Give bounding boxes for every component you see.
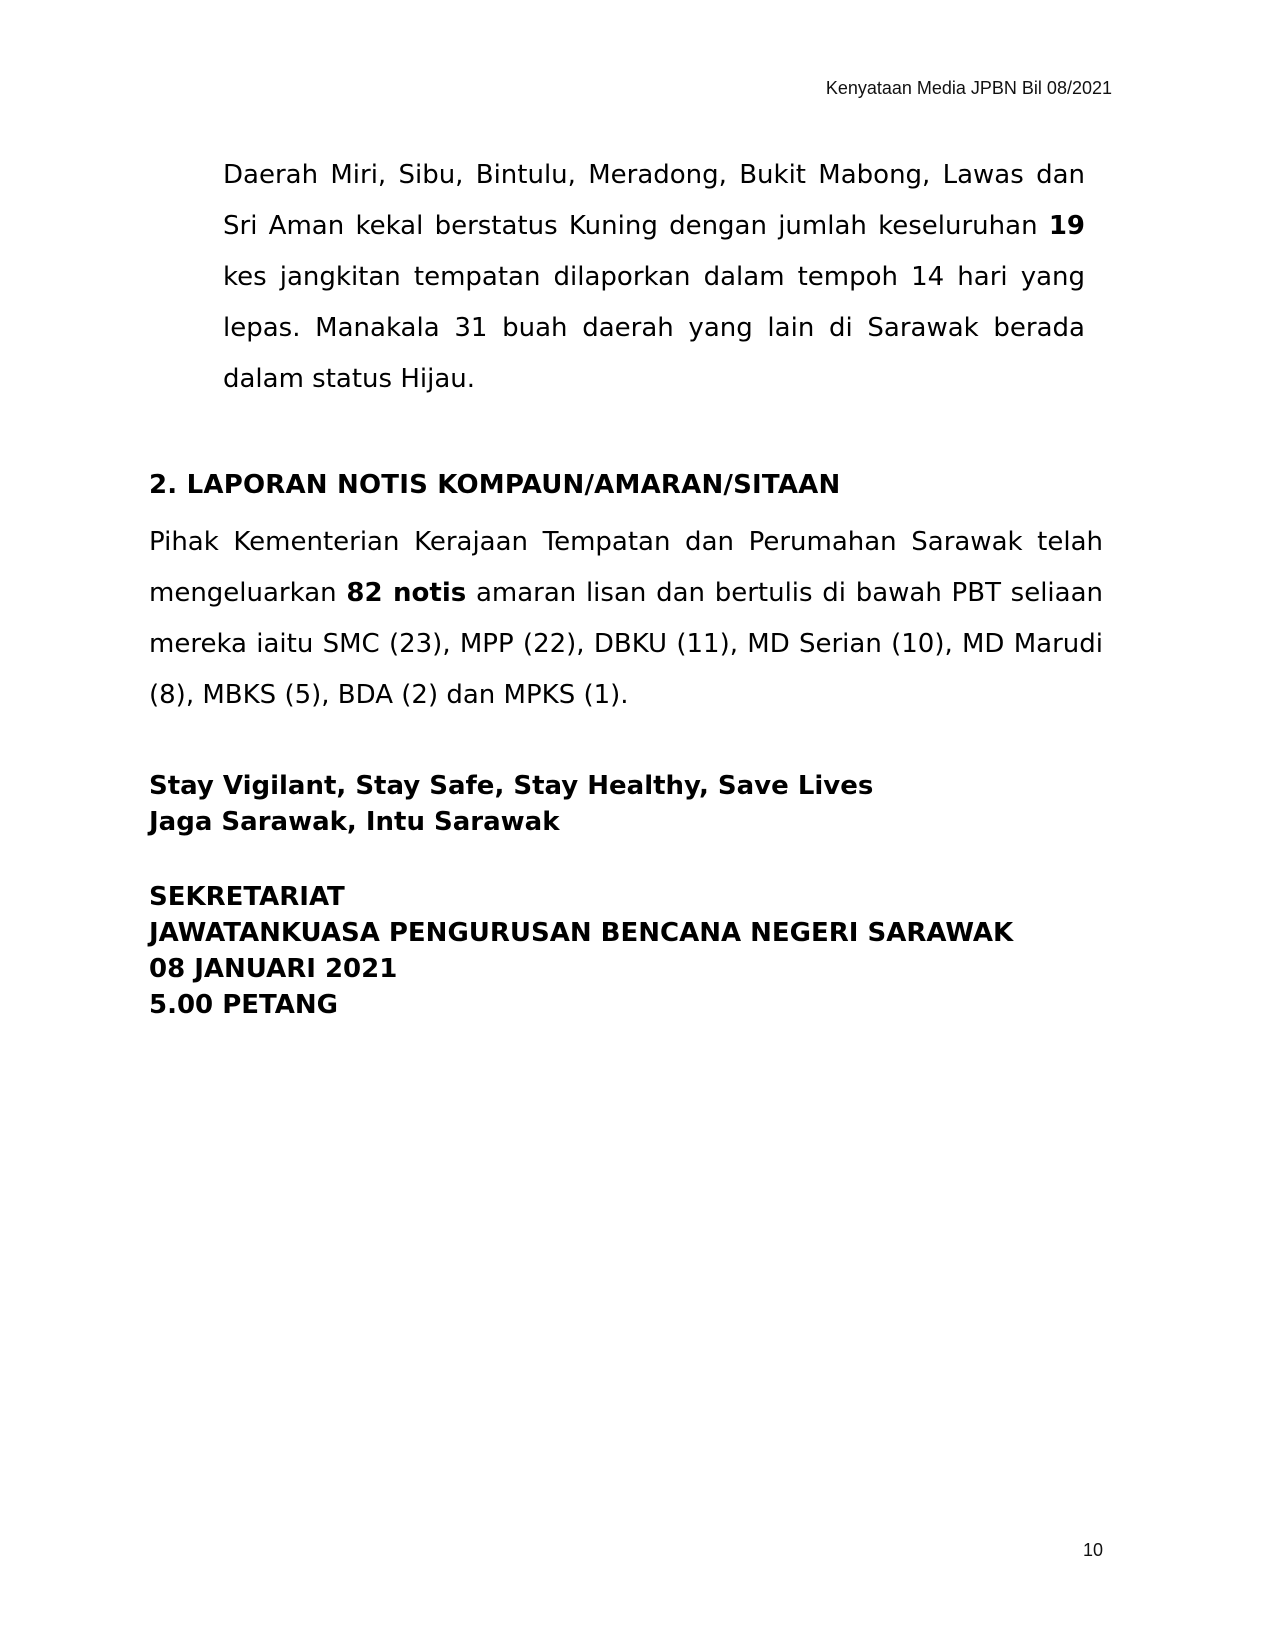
notices-text-before: Pihak Kementerian Kerajaan Tempatan dan Perumahan Sarawak telah mengeluarkan: [149, 527, 1103, 608]
status-text-before: Daerah Miri, Sibu, Bintulu, Meradong, Bukit Mabong, Lawas dan Sri Aman kekal berstatus Kuning dengan jumlah keseluruhan: [223, 160, 1085, 241]
page-number: 10: [1082, 1540, 1103, 1560]
signature-date: 08 JANUARI 2021: [149, 954, 398, 984]
status-paragraph: [223, 150, 1085, 405]
notices-paragraph: [149, 517, 1103, 721]
local-cases-count: 19: [1048, 211, 1085, 241]
section-heading-compound-notices: 2. LAPORAN NOTIS KOMPAUN/AMARAN/SITAAN: [149, 470, 841, 500]
status-text-after: kes jangkitan tempatan dilaporkan dalam tempoh 14 hari yang lepas. Manakala 31 buah daerah yang lain di Sarawak berada dalam status Hijau.: [223, 262, 1085, 394]
slogans-block: [149, 768, 873, 840]
document-reference: Kenyataan Media JPBN Bil 08/2021: [825, 78, 1112, 98]
signature-secretariat: SEKRETARIAT: [149, 882, 345, 912]
signature-block: [149, 879, 1013, 1023]
signature-committee: JAWATANKUASA PENGURUSAN BENCANA NEGERI SARAWAK: [149, 918, 1014, 948]
slogan-line: Jaga Sarawak, Intu Sarawak: [149, 807, 560, 837]
notices-text-after: amaran lisan dan bertulis di bawah PBT seliaan mereka iaitu SMC (23), MPP (22), DBKU (11), MD Serian (10), MD Marudi (8), MBKS (5), BDA (2) dan MPKS (1).: [149, 578, 1104, 710]
signature-time: 5.00 PETANG: [149, 990, 338, 1020]
slogan-line: Stay Vigilant, Stay Safe, Stay Healthy, Save Lives: [149, 771, 874, 801]
notices-count: 82 notis: [346, 578, 467, 608]
